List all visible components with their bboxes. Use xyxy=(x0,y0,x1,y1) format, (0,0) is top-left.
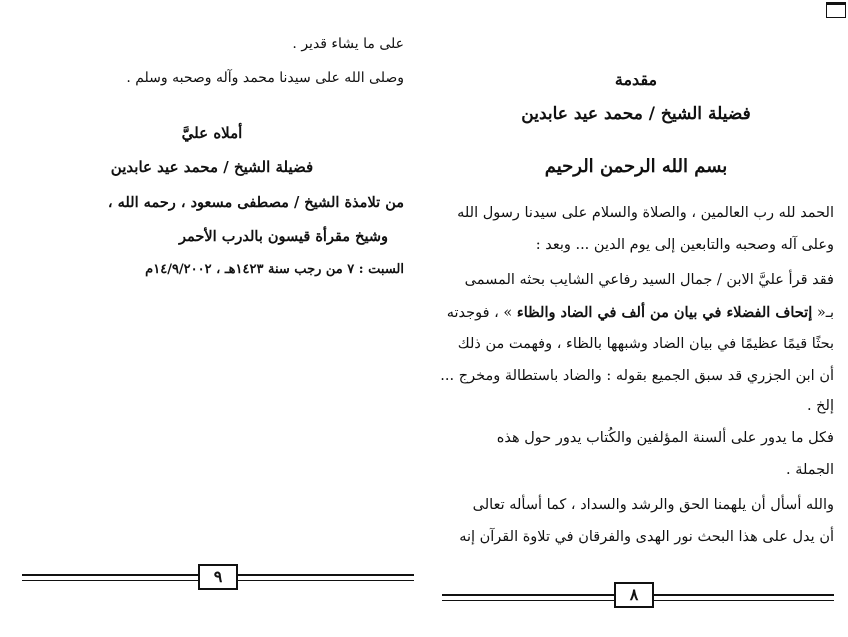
dictation-note: أملاه عليَّ xyxy=(181,124,243,142)
section-subheading: فضيلة الشيخ / محمد عيد عابدين xyxy=(521,104,751,124)
paragraph-2-line-3: بحثًا قيمًا عظيمًا في بيان الضاد وشبهها بالظاء ، وفهمت من ذلك xyxy=(457,336,834,352)
author-affiliation-1: من تلامذة الشيخ / مصطفى مسعود ، رحمه الله ، xyxy=(107,194,404,211)
basmala: بسم الله الرحمن الرحيم xyxy=(544,156,728,177)
paragraph-1-line-1: الحمد لله رب العالمين ، والصلاة والسلام على سيدنا رسول الله xyxy=(457,205,834,221)
left-page-number: ٩ xyxy=(198,564,238,590)
right-page xyxy=(424,0,848,637)
corner-mark xyxy=(826,2,846,18)
paragraph-3-line-2: الجملة . xyxy=(786,462,834,478)
paragraph-2-line-5: إلخ . xyxy=(806,398,834,414)
paragraph-2-line-4: أن ابن الجزري قد سبق الجميع بقوله : والضاد باستطالة ومخرج ... xyxy=(440,368,834,384)
paragraph-2-line-2 xyxy=(447,304,834,321)
paragraph-4-line-2: أن يدل على هذا البحث نور الهدى والفرقان في تلاوة القرآن إنه xyxy=(459,529,834,545)
author-affiliation-2: وشيخ مقرأة قيسون بالدرب الأحمر xyxy=(179,228,388,245)
dictation-date: السبت : ٧ من رجب سنة ١٤٢٣هـ ، ١٤/٩/٢٠٠٢م xyxy=(145,262,404,277)
quote-close: » ، فوجدته xyxy=(446,305,517,321)
paragraph-4-line-1: والله أسأل أن يلهمنا الحق والرشد والسداد ، كما أسأله تعالى xyxy=(472,497,834,513)
section-heading: مقدمة xyxy=(614,70,658,89)
right-page-number: ٨ xyxy=(614,582,654,608)
left-line-1: على ما يشاء قدير . xyxy=(292,36,404,52)
paragraph-1-line-2: وعلى آله وصحبه والتابعين إلى يوم الدين ... وبعد : xyxy=(535,237,834,253)
research-title: إتحاف الفضلاء في بيان من ألف في الضاد والظاء xyxy=(516,304,813,321)
author-name: فضيلة الشيخ / محمد عيد عابدين xyxy=(110,158,314,176)
paragraph-3-line-1: فكل ما يدور على ألسنة المؤلفين والكُتاب يدور حول هذه xyxy=(496,430,834,446)
paragraph-2-line-1: فقد قرأ عليَّ الابن / جمال السيد رفاعي الشايب بحثه المسمى xyxy=(464,272,834,288)
left-line-2: وصلى الله على سيدنا محمد وآله وصحبه وسلم . xyxy=(126,70,404,86)
quote-open: بـ« xyxy=(812,305,834,321)
